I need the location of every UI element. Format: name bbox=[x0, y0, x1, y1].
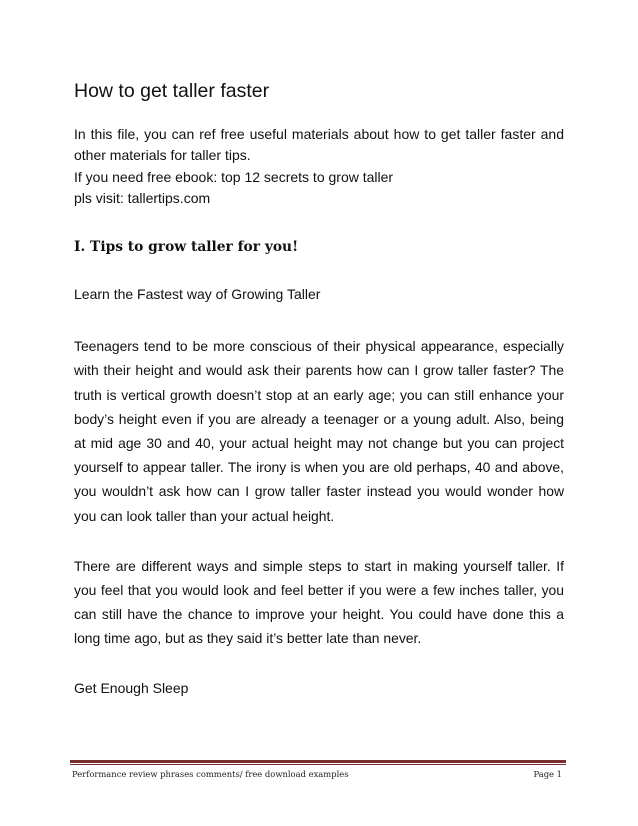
intro-line-1: In this file, you can ref free useful materials about how to get taller faster and other materials for taller tips. bbox=[74, 126, 564, 164]
footer-rule bbox=[70, 760, 566, 763]
subheading-get-enough-sleep: Get Enough Sleep bbox=[74, 679, 189, 696]
page-content bbox=[74, 78, 564, 698]
intro-line-2: If you need free ebook: top 12 secrets to grow taller bbox=[74, 168, 394, 185]
page-number: Page 1 bbox=[533, 769, 562, 779]
section-heading: I. Tips to grow taller for you! bbox=[74, 239, 299, 256]
footer-text: Performance review phrases comments/ free download examples bbox=[72, 769, 349, 779]
document-title: How to get taller faster bbox=[74, 80, 270, 102]
intro-line-3: pls visit: tallertips.com bbox=[74, 189, 211, 206]
footer-rule-thin bbox=[70, 764, 566, 765]
paragraph-teenagers: Teenagers tend to be more conscious of their physical appearance, especially with their height and would ask their parents how can I grow taller faster? The truth is vertical growth doesn’t stop at an early age; you can still enhance your body’s height even if you are already a teenager or a young adult. Also, being at mid age 30 and 40, your actual height may not change but you can project yourself to appear taller. The irony is when you are old perhaps, 40 and above, you wouldn’t ask how can I grow taller faster instead you would wonder how you can look taller than your actual height. bbox=[74, 338, 564, 524]
paragraph-different-ways: There are different ways and simple steps to start in making yourself taller. If you feel that you would look and feel better if you were a few inches taller, you can still have the chance to improve your height. You could have done this a long time ago, but as they said it’s better late than never. bbox=[74, 557, 564, 647]
subheading-fastest-way: Learn the Fastest way of Growing Taller bbox=[74, 286, 321, 303]
intro-block bbox=[74, 124, 564, 209]
